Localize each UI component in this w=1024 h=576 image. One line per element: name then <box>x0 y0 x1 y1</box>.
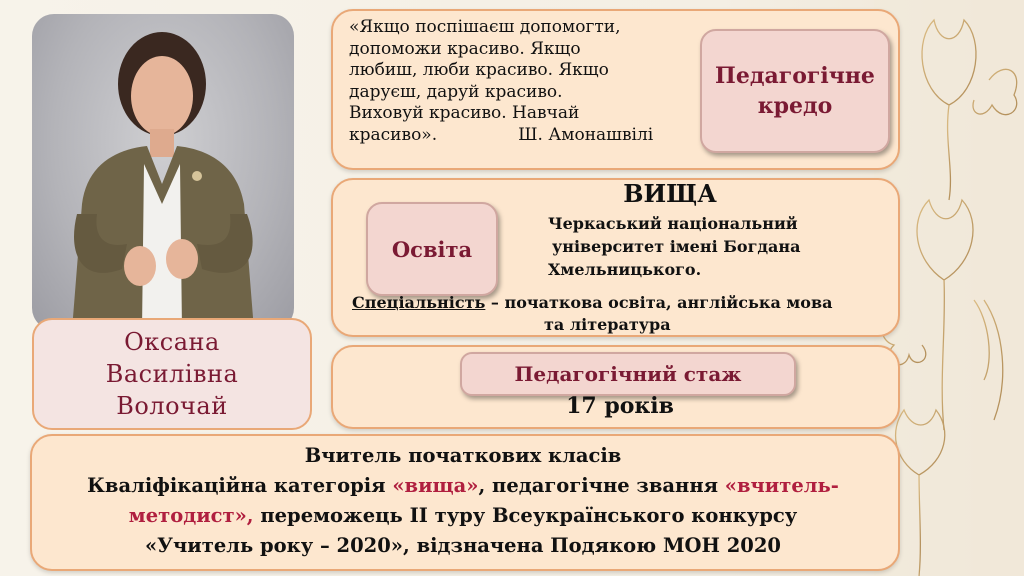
credo-label-line2: кредо <box>757 93 833 119</box>
university-line2: університет імені Богдана <box>552 237 801 256</box>
category-highlight: «вища» <box>392 474 479 497</box>
summary-text <box>30 441 896 561</box>
quote-line: красиво». Ш. Амонашвілі <box>349 124 654 145</box>
summary-line2 <box>30 471 896 501</box>
specialty-label: Спеціальність <box>352 293 486 312</box>
summary-text-part: переможець ІІ туру Всеукраїнського конкурсу <box>253 504 798 527</box>
summary-line4: «Учитель року – 2020», відзначена Подякою МОН 2020 <box>144 534 782 557</box>
summary-line1: Вчитель початкових класів <box>304 444 622 467</box>
specialty-continued: та література <box>544 315 671 334</box>
name-card <box>32 318 312 430</box>
experience-label <box>460 352 796 396</box>
last-name: Волочай <box>116 392 228 420</box>
title-highlight: «вчитель- <box>724 474 839 497</box>
university-line1: Черкаський національний <box>548 214 798 233</box>
specialty-text: – початкова освіта, англійська мова <box>485 293 833 312</box>
quote-line: допоможи красиво. Якщо <box>349 38 581 59</box>
quote-line: любиш, люби красиво. Якщо <box>349 60 609 80</box>
education-label <box>366 202 498 296</box>
specialty <box>352 291 832 315</box>
first-name: Оксана <box>124 328 220 356</box>
education-label-text: Освіта <box>391 236 473 262</box>
summary-text-part: , педагогічне звання <box>478 474 725 497</box>
experience-label-text: Педагогічний стаж <box>514 362 742 386</box>
experience-value: 17 років <box>566 393 674 419</box>
quote-line: «Якщо поспішаєш допомогти, <box>349 17 621 37</box>
credo-quote <box>349 17 729 146</box>
patronymic: Василівна <box>105 360 239 388</box>
quote-line: Виховуй красиво. Навчай <box>349 103 580 123</box>
education-level: ВИЩА <box>623 179 717 208</box>
quote-line: даруєш, даруй красиво. <box>349 81 563 102</box>
summary-line3 <box>30 501 896 531</box>
credo-label <box>700 29 890 153</box>
title-highlight: методист», <box>128 504 254 527</box>
university-line3: Хмельницького. <box>548 260 702 279</box>
portrait-photo <box>32 14 294 330</box>
university-name <box>548 212 800 281</box>
credo-label-line1: Педагогічне <box>715 63 875 89</box>
summary-text-part: Кваліфікаційна категорія <box>87 474 393 497</box>
